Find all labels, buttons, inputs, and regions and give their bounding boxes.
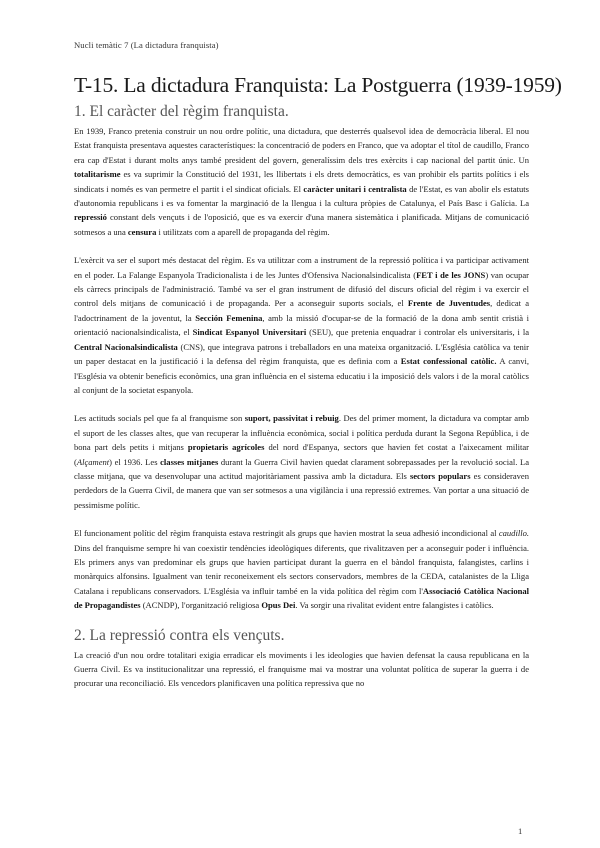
bold-term: Frente de Juventudes (407, 298, 491, 309)
text-run: Les actituds socials pel que fa al franquisme son (74, 413, 245, 424)
text-run: es va suprimir la Constitució del 1931, les llibertats i els drets democràtics, es van prohibir els partits polítics i els sindicats i només es van permetre el partit i el sindicat oficials. El (74, 169, 529, 194)
paragraph-1 (74, 124, 529, 239)
text-run: En 1939, Franco pretenia construir un nou ordre polític, una dictadura, que desterrés qualsevol idea de democràcia liberal. El nou Estat franquista presentava aquestes característiques: la concentració de poders en Franco, que va adoptar el títol de caudillo, Franco era cap d'Estat i durant molts anys també president del govern, generalíssim dels tres exèrcits i cap nacional del partit únic. Un (74, 126, 529, 165)
text-run: (ACNDP), l'organització religiosa (140, 600, 262, 611)
bold-term: Associació Catòlica Nacional de Propagandistes (74, 585, 529, 611)
text-run: , dedicat a l'adoctrinament de la joventut, la (74, 298, 529, 323)
text-run: constant dels vençuts i de l'oposició, que es va exercir d'una manera sistemàtica i planificada. Mitjans de comunicació sotmesos a una (74, 212, 529, 237)
text-run: El funcionament polític del règim franquista estava restringit als grups que havien mostrat la seua adhesió incondicional al (74, 528, 499, 539)
text-run: . Va sorgir una rivalitat evident entre falangistes i catòlics. (295, 600, 494, 611)
text-run: A canvi, l'Església va obtenir beneficis econòmics, una gran influència en el sistema educatiu i la imposició dels valors i de la moral catòlics al conjunt de la societat espanyola. (74, 356, 529, 395)
paragraph-2 (74, 253, 529, 397)
bold-term: censura (127, 226, 157, 237)
text-run: durant la Guerra Civil havien quedat clarament sobrepassades per la revolució social. La classe mitjana, que va desenvolupar una actitud majoritàriament passiva amb la dictadura. Els (74, 456, 529, 481)
italic-term: caudillo. (498, 528, 529, 539)
section-heading-1: 1. El caràcter del règim franquista. (74, 103, 289, 120)
text-run: ) van ocupar els càrrecs principals de l'administració. També va ser el gran instrument de difusió del discurs oficial del règim i va exercir el control dels mitjans de comunicació i de propaganda. Per a aconseguir suports socials, el (74, 269, 530, 309)
text-run: La creació d'un nou ordre totalitari exigia erradicar els moviments i les ideologies que havien defensat la causa republicana en la Guerra Civil. Es va institucionalitzar una repressió, el franquisme mai va mostrar una voluntat política de superar la guerra i de procurar una reconciliació. Els vencedors planificaven una política repressiva que no (74, 649, 529, 689)
text-run: , amb la missió d'ocupar-se de la formació de la dona amb sentit cristià i orientació nacionalsindicalista, el (74, 312, 529, 338)
bold-term: propietaris agrícoles (187, 442, 265, 453)
bold-term: Estat confessional catòlic. (400, 356, 497, 367)
bold-term: Sindicat Espanyol Universitari (192, 327, 307, 338)
paragraph-3 (74, 411, 529, 512)
text-run: (CNS), que integrava patrons i treballadors en una mateixa organització. L'Església catòlica va tenir un paper destacat en la justificació i la defensa del règim franquista, que es definia com a (74, 341, 530, 367)
paragraph-4 (74, 526, 529, 612)
bold-term: Sección Femenina (195, 312, 263, 323)
text-run: es consideraven perdedors de la Guerra Civil, de manera que van ser sotmesos a una vigilància i una repressió extremes. Van portar a una situació de pessimisme polític. (74, 470, 530, 510)
page-title: T-15. La dictadura Franquista: La Postguerra (1939-1959) (74, 73, 562, 97)
text-run: ) el 1936. Les (109, 456, 161, 467)
paragraph-5 (74, 648, 529, 691)
text-run: i utilitzats com a aparell de propaganda del règim. (156, 226, 330, 237)
text-run: de l'Estat, es van abolir els estatuts d'autonomia republicans i es va fomentar la marginació de la llengua i la cultura pròpies de Catalunya, el País Basc i Galícia. La (74, 183, 529, 209)
bold-term: totalitarisme (74, 169, 121, 180)
italic-term: Alçament (76, 456, 110, 467)
bold-term: sectors populars (409, 470, 471, 481)
page-number: 1 (518, 826, 523, 836)
bold-term: suport, passivitat i rebuig (244, 413, 339, 424)
bold-term: FET i de les JONS (416, 269, 486, 280)
text-run: del nord d'Espanya, sectors que havien fet costat a l'aixecament militar ( (74, 442, 530, 467)
bold-term: classes mitjanes (160, 456, 219, 467)
bold-term: repressió (74, 212, 107, 223)
text-run: (SEU), que pretenia enquadrar i controlar els universitaris, i la (306, 327, 529, 338)
bold-term: Opus Dei (261, 600, 296, 611)
text-run: . Des del primer moment, la dictadura va comptar amb el suport de les classes altes, que van recuperar la influència econòmica, social i política perduda durant la Segona República, i de bona part dels petits i mitjans (74, 413, 530, 453)
bold-term: caràcter unitari i centralista (303, 183, 407, 194)
bold-term: Central Nacionalsindicalista (74, 341, 178, 352)
text-run: L'exèrcit va ser el suport més destacat del règim. Es va utilitzar com a instrument de la repressió política i va participar activament en el poder. La Falange Espanyola Tradicionalista i de les Juntes d'Ofensiva Nacionalsindicalista ( (74, 255, 529, 280)
running-header: Nucli temàtic 7 (La dictadura franquista) (74, 40, 219, 50)
document-body (74, 103, 529, 691)
section-heading-2: 2. La repressió contra els vençuts. (74, 626, 285, 644)
text-run: Dins del franquisme sempre hi van coexistir tendències ideològiques diferents, que rivalitzaven per a aconseguir poder i influència. Els primers anys van predominar els grups que havien participat durant la guerra en el bàndol franquista, falangistes, carlins i monàrquics alfonsins. Igualment van tenir reconeixement els sectors conservadors, membres de la CEDA, catalanistes de la Lliga Catalana i republicans conservadors. L'Església va influir també en la vida política del règim com l' (74, 542, 529, 596)
